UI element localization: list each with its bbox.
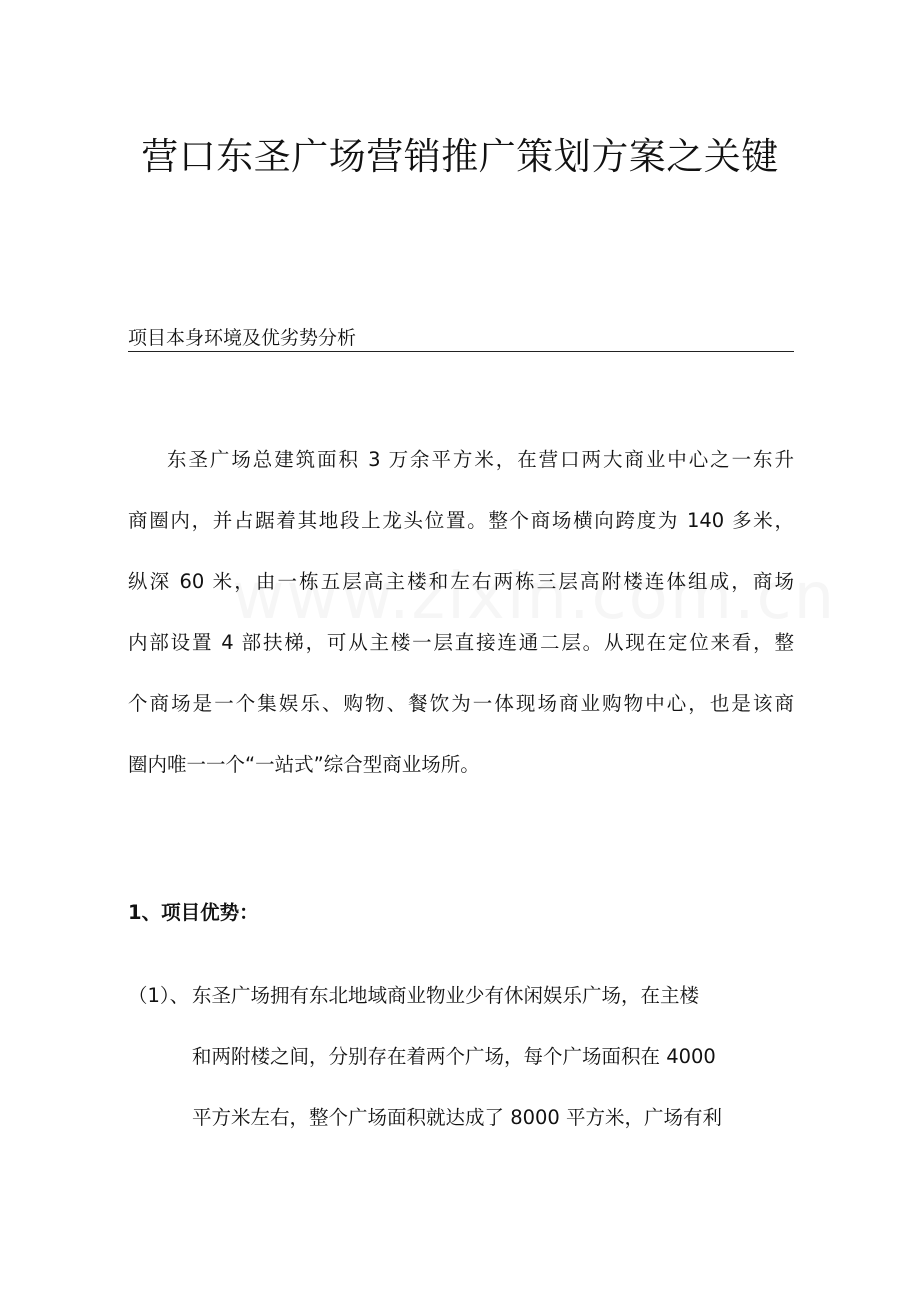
body-paragraph: [128, 445, 794, 811]
list-item-row: [128, 1042, 794, 1103]
list-item-line: 和两附楼之间，分别存在着两个广场，每个广场面积在 4000: [192, 1045, 716, 1068]
list-item-line: 平方米左右，整个广场面积就达成了 8000 平方米，广场有利: [192, 1106, 723, 1129]
section-heading: 项目本身环境及优劣势分析: [128, 325, 794, 352]
list-item: [128, 981, 794, 1164]
paragraph-line: 东圣广场总建筑面积 3 万余平方米，在营口两大商业中心之一东升: [167, 448, 794, 471]
paragraph-line: 个商场是一个集娱乐、购物、餐饮为一体现场商业购物中心，也是该商: [128, 692, 794, 715]
document-title: 营口东圣广场营销推广策划方案之关键: [141, 135, 779, 178]
subheading-advantages: 1、项目优势：: [128, 901, 259, 924]
paragraph-line: 纵深 60 米，由一栋五层高主楼和左右两栋三层高附楼连体组成，商场: [128, 570, 794, 593]
list-item-row: [128, 1103, 794, 1164]
paragraph-line: 圈内唯一一个“一站式”综合型商业场所。: [128, 753, 480, 776]
list-item-marker: （1）、: [128, 984, 190, 1007]
list-item-line: 东圣广场拥有东北地域商业物业少有休闲娱乐广场，在主楼: [192, 984, 700, 1007]
list-item-row: [128, 981, 794, 1042]
paragraph-line: 商圈内，并占踞着其地段上龙头位置。整个商场横向跨度为 140 多米，: [128, 509, 794, 532]
paragraph-line: 内部设置 4 部扶梯，可从主楼一层直接连通二层。从现在定位来看，整: [128, 631, 794, 654]
